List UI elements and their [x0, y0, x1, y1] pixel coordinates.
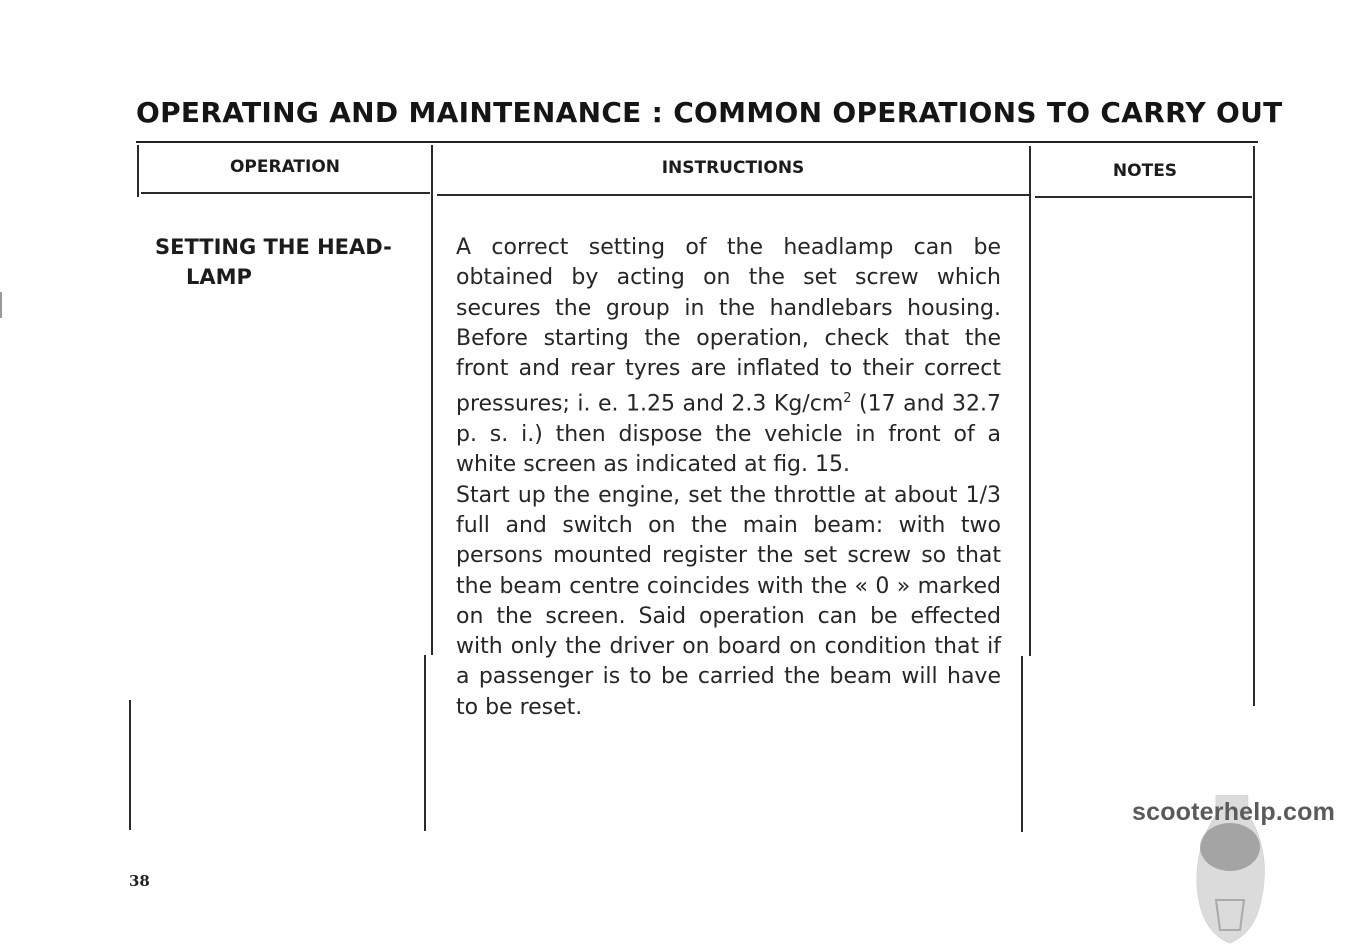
- page-title: OPERATING AND MAINTENANCE : COMMON OPERATIONS TO CARRY OUT: [136, 96, 1283, 129]
- page-number: 38: [129, 872, 150, 890]
- header-operation: OPERATION: [229, 157, 341, 177]
- instructions-paragraph-2: Start up the engine, set the throttle at about 1/3 full and switch on the main beam: with two persons mounted register the set screw so that the beam centre coincides with the « 0 » marked on the screen. Said operation can be effected with only the driver on board on condition that if a passenger is to be carried the beam will have to be reset.: [456, 482, 1001, 720]
- header-notes: NOTES: [1112, 161, 1178, 181]
- column-divider-left-lower: [129, 700, 131, 830]
- header-rule-instructions: [437, 194, 1029, 196]
- column-divider-1-lower: [424, 655, 426, 831]
- margin-mark: [0, 292, 2, 318]
- instructions-paragraph-1: [456, 233, 1001, 481]
- notes-cell: [1040, 230, 1245, 250]
- instructions-p1-text-cont: (17 and 32.7 p. s. i.) then dispose the vehicle in front of a white screen as indicated at fig. 15.: [456, 391, 1001, 478]
- header-instructions: INSTRUCTIONS: [661, 158, 805, 178]
- operation-cell: [155, 232, 425, 292]
- column-divider-2: [1029, 146, 1031, 656]
- column-divider-2-lower: [1021, 656, 1023, 832]
- title-rule: [136, 141, 1258, 143]
- instructions-cell: [456, 233, 1001, 723]
- operation-line-1: SETTING THE HEAD-: [155, 235, 392, 259]
- header-rule-operation: [141, 192, 430, 194]
- watermark-text: scooterhelp.com: [1132, 798, 1336, 826]
- instructions-p1-text: A correct setting of the headlamp can be obtained by acting on the set screw which secures the group in the handlebars housing. Before starting the operation, check that the front and rear tyres are inflated to their correct pressures; i. e. 1.25 and 2.3 Kg/cm: [456, 235, 1001, 417]
- superscript-2: 2: [843, 391, 852, 407]
- column-divider-right: [1253, 146, 1255, 706]
- operation-line-2: LAMP: [186, 265, 252, 289]
- column-divider-left: [137, 145, 139, 197]
- column-divider-1: [431, 145, 433, 655]
- header-rule-notes: [1035, 196, 1252, 198]
